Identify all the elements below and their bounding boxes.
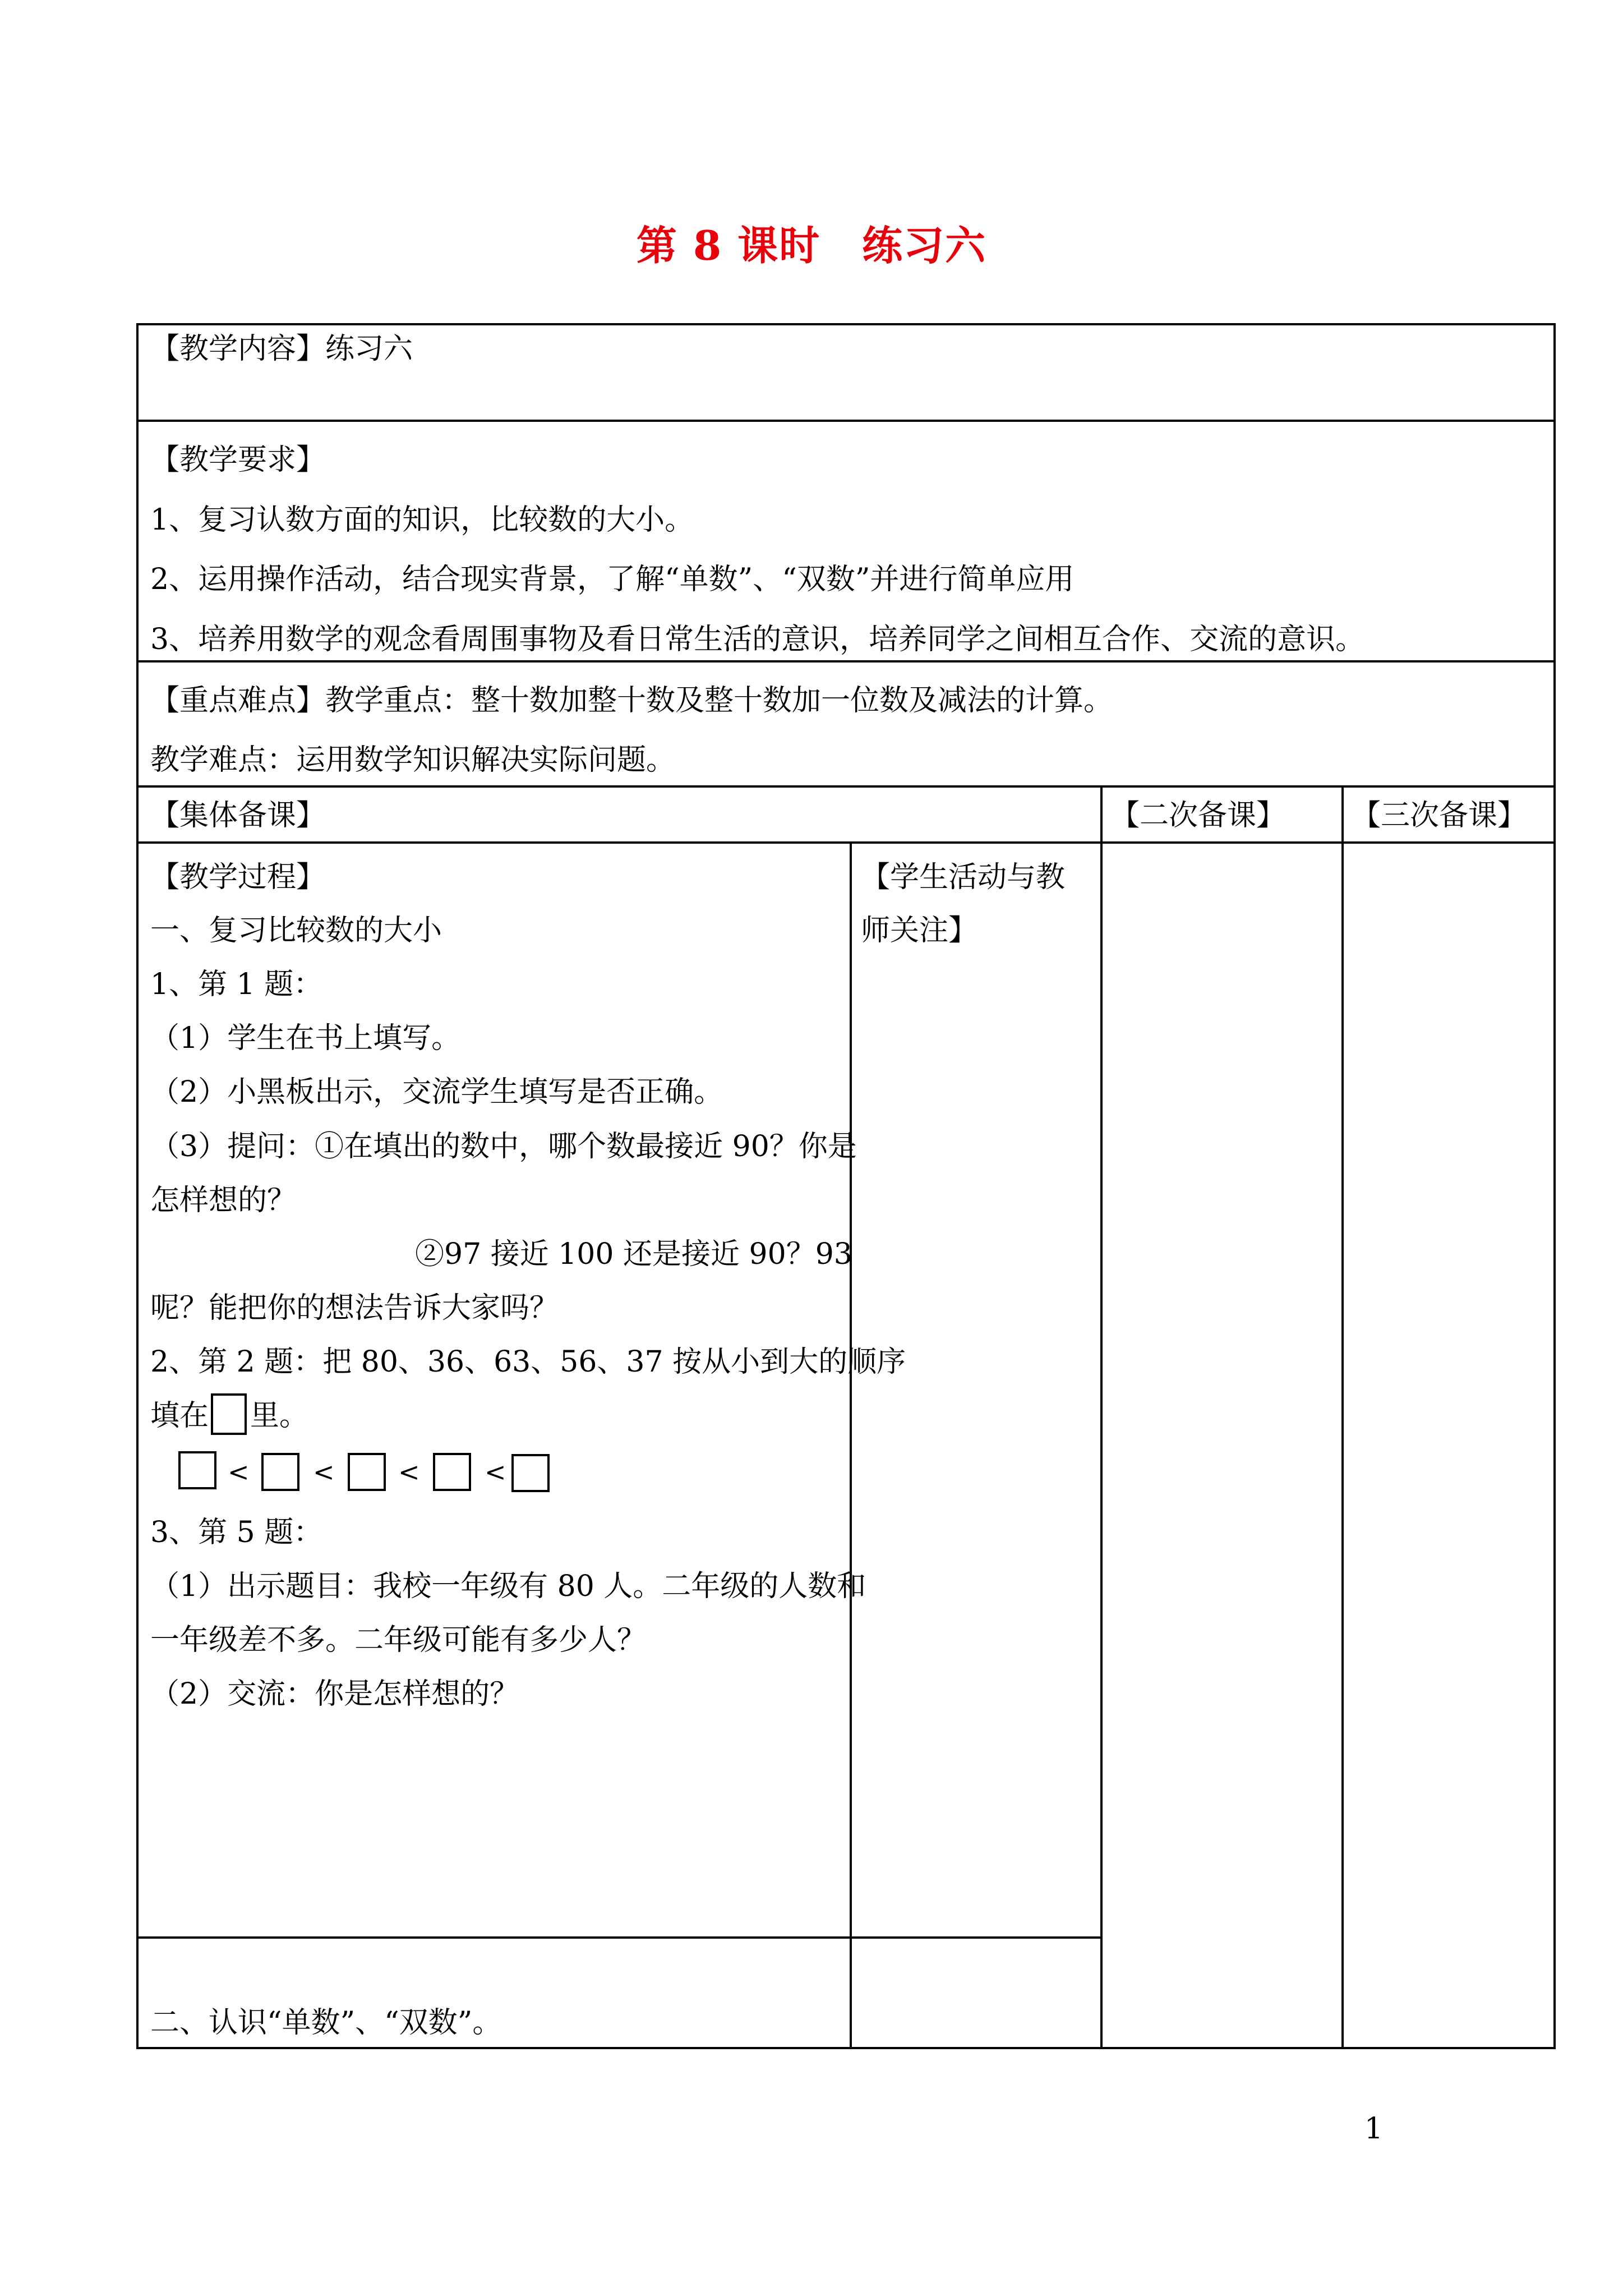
question-3-step-2: （2）交流：你是怎样想的？ <box>150 1677 519 1711</box>
question-2: 2、第 2 题：把 80、36、63、56、37 按从小到大的顺序 <box>150 1345 906 1379</box>
answer-box[interactable] <box>211 1393 247 1435</box>
question-3-step-1-cont: 一年级差不多。二年级可能有多少人？ <box>150 1623 647 1657</box>
table-col-divider-2 <box>1100 785 1103 2049</box>
student-activity-label-cont: 师关注】 <box>861 914 978 947</box>
third-prep-header: 【三次备课】 <box>1352 799 1527 832</box>
question-1-step-3-sub-cont: 呢？能把你的想法告诉大家吗？ <box>150 1291 559 1325</box>
process-heading: 【教学过程】 <box>150 861 326 894</box>
question-2-fill-text: 填在 <box>150 1399 209 1433</box>
page-number: 1 <box>1364 2112 1383 2146</box>
question-1-step-3-cont: 怎样想的？ <box>150 1184 297 1217</box>
second-prep-header: 【二次备课】 <box>1110 799 1286 832</box>
table-border-right <box>1553 323 1556 2049</box>
keypoints-line: 【重点难点】教学重点：整十数加整十数及整十数加一位数及减法的计算。 <box>150 684 1113 717</box>
less-than-sign: < <box>313 1457 335 1487</box>
table-col-divider-1 <box>850 841 852 2049</box>
question-1-step-3-sub: ②97 接近 100 还是接近 90？93 <box>415 1237 852 1271</box>
question-1-step-1: （1）学生在书上填写。 <box>150 1022 461 1055</box>
less-than-sign: < <box>228 1457 250 1487</box>
answer-box[interactable] <box>261 1453 299 1491</box>
table-border-top <box>136 323 1556 325</box>
table-border-left <box>136 323 139 2049</box>
teaching-content-label: 【教学内容】练习六 <box>150 332 413 366</box>
question-3-step-1: （1）出示题目：我校一年级有 80 人。二年级的人数和 <box>150 1570 866 1603</box>
process-part-2: 二、认识“单数”、“双数”。 <box>150 2006 502 2040</box>
table-line-1 <box>136 420 1556 422</box>
requirements-heading: 【教学要求】 <box>150 443 326 477</box>
process-part-1: 一、复习比较数的大小 <box>150 914 442 947</box>
less-than-sign: < <box>398 1457 420 1487</box>
student-activity-label: 【学生活动与教 <box>861 861 1066 894</box>
table-line-2 <box>136 660 1556 662</box>
answer-box[interactable] <box>178 1451 216 1489</box>
answer-box[interactable] <box>433 1453 471 1491</box>
requirement-item: 1、复习认数方面的知识，比较数的大小。 <box>150 503 694 537</box>
answer-box[interactable] <box>348 1453 386 1491</box>
difficulties-line: 教学难点：运用数学知识解决实际问题。 <box>150 743 676 777</box>
table-col-divider-3 <box>1341 785 1344 2049</box>
question-2-fill-text-end: 里。 <box>250 1399 309 1433</box>
question-1-step-2: （2）小黑板出示，交流学生填写是否正确。 <box>150 1075 723 1109</box>
question-3: 3、第 5 题： <box>150 1516 323 1549</box>
table-line-5 <box>136 1936 1103 1939</box>
answer-box[interactable] <box>511 1454 550 1492</box>
requirement-item: 3、培养用数学的观念看周围事物及看日常生活的意识，培养同学之间相互合作、交流的意识。 <box>150 623 1365 656</box>
page-title: 第 8 课时 练习六 <box>636 222 987 269</box>
requirement-item: 2、运用操作活动，结合现实背景，了解“单数”、“双数”并进行简单应用 <box>150 563 1075 596</box>
less-than-sign: < <box>485 1457 506 1487</box>
collective-prep-header: 【集体备课】 <box>150 799 326 832</box>
question-1-step-3: （3）提问：①在填出的数中，哪个数最接近 90？你是 <box>150 1130 857 1163</box>
question-1: 1、第 1 题： <box>150 968 323 1001</box>
